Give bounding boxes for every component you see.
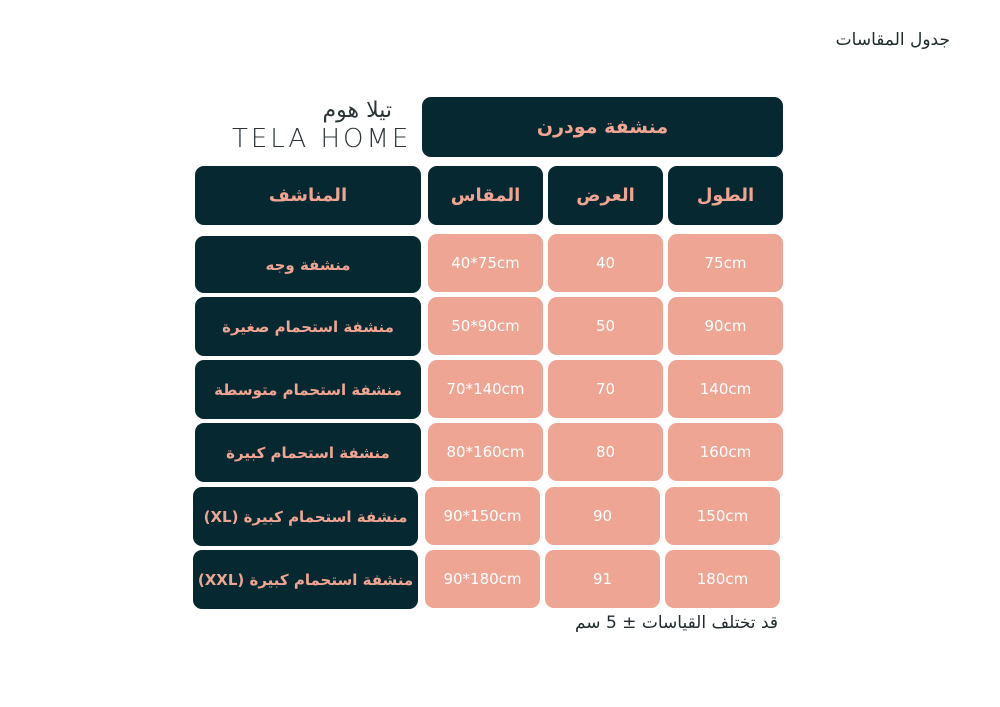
page-heading: جدول المقاسات	[835, 30, 950, 50]
width-cell: 80	[548, 423, 663, 481]
product-name-cell: منشفة استحمام صغيرة	[195, 297, 421, 356]
header-width: العرض	[548, 166, 663, 225]
width-cell: 40	[548, 234, 663, 292]
tela-home-logo	[232, 98, 412, 154]
header-products: المناشف	[195, 166, 421, 225]
size-cell: 80*160cm	[428, 423, 543, 481]
logo-arabic-text: تيلا هوم	[322, 98, 392, 123]
product-name-cell: منشفة استحمام كبيرة	[195, 423, 421, 482]
width-cell: 50	[548, 297, 663, 355]
header-length: الطول	[668, 166, 783, 225]
header-size: المقاس	[428, 166, 543, 225]
length-cell: 150cm	[665, 487, 780, 545]
width-cell: 70	[548, 360, 663, 418]
size-cell: 90*150cm	[425, 487, 540, 545]
length-cell: 180cm	[665, 550, 780, 608]
width-cell: 90	[545, 487, 660, 545]
size-cell: 50*90cm	[428, 297, 543, 355]
logo-english-text: TELA HOME	[232, 124, 412, 154]
length-cell: 90cm	[668, 297, 783, 355]
product-name-cell: منشفة استحمام متوسطة	[195, 360, 421, 419]
product-name-cell: منشفة وجه	[195, 236, 421, 293]
measurement-tolerance-note: قد تختلف القياسات ± 5 سم	[574, 613, 778, 633]
size-cell: 90*180cm	[425, 550, 540, 608]
length-cell: 75cm	[668, 234, 783, 292]
length-cell: 140cm	[668, 360, 783, 418]
size-cell: 70*140cm	[428, 360, 543, 418]
size-cell: 40*75cm	[428, 234, 543, 292]
product-name-cell: منشفة استحمام كبيرة (XXL)	[193, 550, 418, 609]
length-cell: 160cm	[668, 423, 783, 481]
table-title: منشفة مودرن	[422, 97, 783, 157]
width-cell: 91	[545, 550, 660, 608]
product-name-cell: منشفة استحمام كبيرة (XL)	[193, 487, 418, 546]
